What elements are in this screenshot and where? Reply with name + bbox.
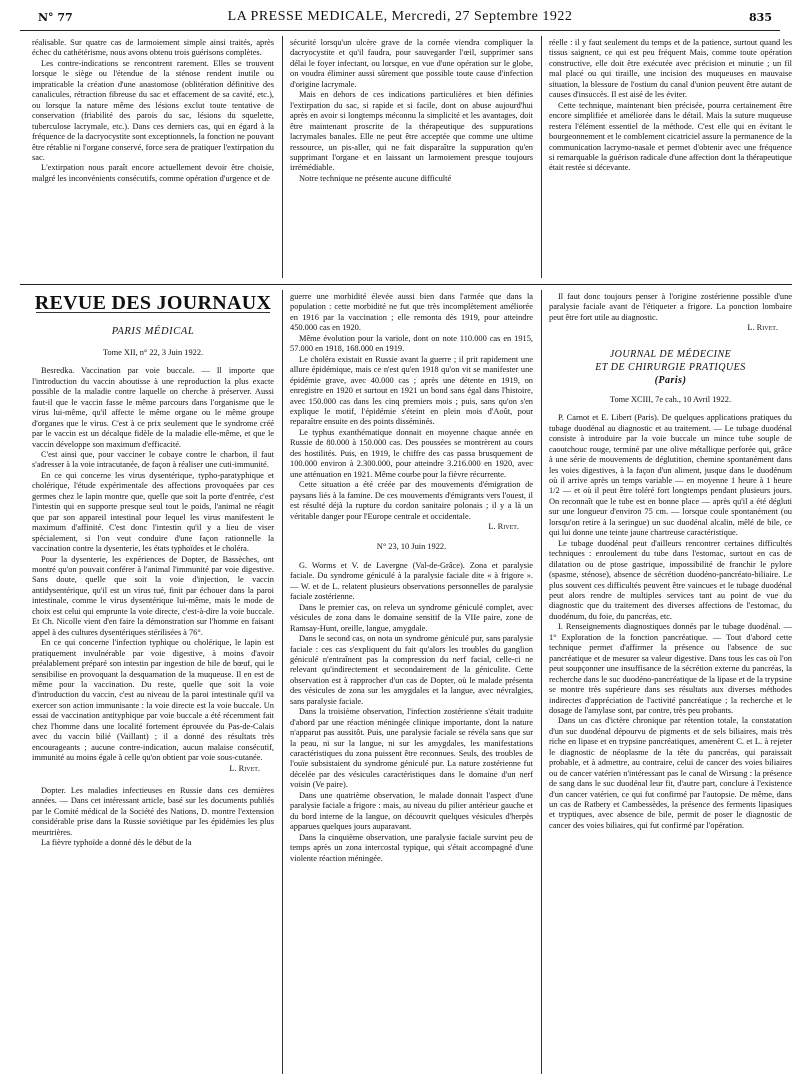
paragraph: Dans le second cas, on nota un syndrome géniculé pur, sans paralysie faciale : ces cas s'expliquent du fait qu'alors les troubles du ganglion géniculé n'entraînent pas la compression du nerf facial, celle-ci ne relevant qu'indirectement et secondairement de la géniculite. Cette observation est à rapprocher d'un cas de Dopter, où le malade présenta des vésicules de zona sur les amygdales et la langue, avec névralgies, sans paralysie faciale. [290, 634, 533, 706]
paragraph: C'est ainsi que, pour vacciner le cobaye contre le charbon, il faut s'adresser à la voie intracutanée, de façon à réaliser une cuti-immunité. [32, 449, 274, 470]
paragraph: Mais en dehors de ces indications particulières et bien définies l'extirpation du sac, si rapide et si facile, dont on abuse aujourd'hui après en avoir si longtemps méconnu la simplicité et les avantages, doit être maintenant proscrite de la thérapeutique des suppurations lacrymales banales. Elle ne peut être acceptée que comme une ultime ressource, un pis-aller, qui ne fait disparaître la suppuration qu'en supprimant l'organe et en laissant un larmoiement presque toujours irrémédiable. [290, 90, 533, 173]
paragraph: guerre une morbidité élevée aussi bien dans l'armée que dans la population : cette morbidité ne fut que très incomplètement améliorée en 1916 par la vaccination ; elle remonta dès 1919, pour atteindre 450.000 cas en 1920. [290, 292, 533, 333]
paragraph: Dans la troisième observation, l'infection zostérienne s'était traduite d'abord par une réaction méningée clinique importante, dont la nature n'apparut pas aussitôt. Puis, une paralysie faciale se révéla sans que sur la peau, ni sur la langue, ni sur les amygdales, les manifestations caractéristiques du zona puissent être reconnues. Seuls, des troubles de l'ouïe subsistaient du syndrome géniculé pur. La nature zostérienne fut décelée par des vésicules caractéristiques dans le domaine d'un nerf voisin (Ve paire). [290, 707, 533, 790]
paragraph: Même évolution pour la variole, dont on note 110.000 cas en 1915, 57.000 en 1918, 168.000 en 1919. [290, 333, 533, 354]
paragraph: réalisable. Sur quatre cas de larmoiement simple ainsi traités, après échec du cathétérisme, nous avons obtenu trois guérisons complètes. [32, 38, 274, 58]
top-column-2 [290, 38, 533, 276]
paragraph: Il faut donc toujours penser à l'origine zostérienne possible d'une paralysie faciale avant de l'étiqueter a frigore. La ponction lombaire peut être fort utile au diagnostic. [549, 292, 792, 322]
issue-number: N° 77 [38, 11, 73, 24]
paragraph: L'extirpation nous paraît encore actuellement devoir être choisie, malgré les inconvénients consécutifs, comme opération d'urgence et de [32, 163, 274, 183]
paragraph: Les contre-indications se rencontrent rarement. Elles se trouvent lorsque le siège ou l'étendue de la sténose rendent inutile ou impraticable la création d'une anastomose (oblitération définitive des canalicules, rétraction fibreuse du sac et effacement de sa cavité, etc.), ou lorsque la nature même des lésions exclut toute tentative de conservation (friabilité des parois du sac, lésions du squelette, tuberculose lacrymale, etc.). Dans ces derniers cas, qui en égard à la fréquence de la dacryocystite sont exceptionnels, la fonction ne pouvant être rétablie ni l'organe conservé, force sera de pratiquer l'extirpation du sac. [32, 58, 274, 162]
issue-reference: N° 23, 10 Juin 1922. [376, 542, 447, 552]
paragraph: sécurité lorsqu'un ulcère grave de la cornée viendra compliquer la dacryocystite et qu'il faudra, pour sauvegarder l'œil, supprimer sans délai le foyer infectant, ou lorsque, en vue d'une opération sur le globe, on voudra éliminer aussi sûrement que possible toute cause d'infection d'origine lacrymale. [290, 38, 533, 89]
paragraph: Le typhus exanthématique donnait en moyenne chaque année en Russie de 80.000 à 150.000 cas. Des poussées se montrèrent au cours des hostilités. Puis, en 1919, le chiffre des cas passa brusquement de 100.000 environ à 2.300.000, pour atteindre 3.216.000 en 1920, avec une atténuation en 1921. Même courbe pour la fièvre récurrente. [290, 427, 533, 479]
paragraph: En ce qui concerne les virus dysentérique, typho-paratyphique et cholérique, l'étude expérimentale des affections provoquées par ces germes chez le lapin montre que, quelle que soit la porte d'entrée, c'est l'intestin qui en supporte presque seul tout le poids, l'animal ne réagit que par son appareil intestinal pour lequel les virus manifestent le maximum d'affinité. C'est donc l'intestin qu'il y a lieu de viser spécialement, si l'on veut conduire d'une façon rationnelle la vaccination contre la dysenterie, les états typhoïdes et le choléra. [32, 470, 274, 554]
paragraph: Cette situation a été créée par des mouvements d'émigration de paysans liés à la famine. De ces mouvements d'émigrants vers l'ouest, il est résulté déjà la rupture du cordon sanitaire polonais ; il y a là un véritable danger pour l'Europe centrale et occidentale. [290, 480, 533, 521]
issue-reference: Tome XII, n° 22, 3 Juin 1922. [102, 347, 204, 357]
paragraph: Dans un cas d'ictère chronique par rétention totale, la constatation d'un suc duodénal dépourvu de pigments et de sels biliaires, mais très riche en lipase et en trypsine pancréatiques, amenèrent C. et L. à rejeter le diagnostic de néoplasme de la tête du pancréas, qui paraissait probable, et à admettre, au contraire, celui de cancer des voies biliaires ou de cancer vatérien n'intéressant pas le canal de Wirsung : la présence de sang dans le suc duodénal leur fit, d'autre part, conclure à l'existence d'un cancer vatérien, ce qui fut confirmé par l'autopsie. De même, dans un cas de Ratbery et Cambessèdes, la présence des ferments lipasiques et tryptiques, avec absence de bile, permit de poser le diagnostic de cancer des voies biliaires, qui fut confirmé par l'opération. [549, 716, 792, 830]
column-divider [541, 36, 542, 278]
paragraph: Dans la cinquième observation, une paralysie faciale survint peu de temps après un zona intercostal typique, qui s'était accompagné d'une violente réaction méningée. [290, 832, 533, 863]
paragraph: G. Worms et V. de Lavergne (Val-de-Grâce). Zona et paralysie faciale. Du syndrome géniculé à la paralysie faciale dite « à frigore ». — W. et de L. relatent plusieurs observations personnelles de paralysie faciale zostérienne. [290, 560, 533, 602]
newspaper-title: LA PRESSE MEDICALE, Mercredi, 27 Septembre 1922 [227, 9, 573, 24]
journal-city: (Paris) [654, 374, 687, 386]
section-divider [20, 284, 792, 285]
paragraph: réelle : il y faut seulement du temps et de la patience, surtout quand les tissus saignent, ce qui est peu fréquent Mais, comme toute opération constructive, elle doit être exécutée avec précision et minutie ; un fil mal placé ou qui tiraille, une incision des muqueuses en mauvaise situation, la blessure de l'ostium du canal d'union peuvent être autant de causes d'insuccès. Il est aisé de les éviter. [549, 38, 792, 100]
bottom-column-1 [32, 292, 274, 1072]
paragraph: P. Carnot et E. Libert (Paris). De quelques applications pratiques du tubage duodénal au diagnostic et au traitement. — Le tubage duodénal consiste à introduire par la voie buccale un mince tube souple de caoutchouc rouge, terminé par une olive métallique perforée qui, grâce à une série de mouvements de déglutition, chemine spontanément dans les voies digestives, à la façon d'un aliment, jusque dans le duodénum où il arrive après un temps variable — en moyenne 1 heure à 1 heure 1/2 — et où il peut être toléré fort longtemps pendant plusieurs jours. On reconnaît que le tube est en bonne place — après qu'il a été dégluti sur une longueur d'environ 75 cm. — lorsque coule spontanément (ou lorsqu'on retire à la seringue) un suc duodénal alcalin, mêlé de bile, ce qui lui donne une teinte jaune chartreuse caractéristique. [549, 413, 792, 538]
column-divider [282, 36, 283, 278]
bottom-column-2 [290, 292, 533, 1072]
paragraph: Notre technique ne présente aucune difficulté [299, 173, 452, 183]
bottom-column-3 [549, 292, 792, 1072]
top-column-1 [32, 38, 274, 276]
signature: L. Rivet. [229, 763, 260, 773]
paragraph: Le choléra existait en Russie avant la guerre ; il prit rapidement une allure épidémique, mais ce n'est qu'en 1918 qu'on vit se manifester une épidémie grave, avec 40.000 cas ; après une détente en 1919, on enregistre en 1920 et surtout en 1921 un bond sans égal dans l'histoire, avec 150.000 cas dans les cinq premiers mois ; puis, sans qu'on s'en explique le motif, l'épidémie s'éteint en plein mois d'Août, pour reparaître ensuite en des points disséminés. [290, 354, 533, 427]
signature: L. Rivet. [747, 323, 778, 333]
section-title: REVUE DES JOURNAUX [34, 292, 272, 314]
page-number: 835 [749, 11, 772, 24]
page-header [20, 6, 780, 31]
paragraph: Cette technique, maintenant bien précisée, pourra certainement être encore simplifiée et améliorée dans le détail. Mais la suture muqueuse restera l'élément essentiel de la méthode. C'est elle qui en évitant le bourgeonnement et le comblement cicatriciel assure la permanence de la communication lacrymo-nasale et permet d'obtenir avec une fréquence si remarquable la guérison radicale d'une affection dont la thérapeutique était restée si décevante. [549, 100, 792, 173]
paragraph: La fièvre typhoïde a donné dès le début de la [41, 838, 192, 848]
paragraph: I. Renseignements diagnostiques donnés par le tubage duodénal. — 1° Exploration de la fonction pancréatique. — Tout d'abord cette technique permet d'affirmer la présence ou l'absence de suc pancréatique et de mesurer sa valeur digestive. Dans tous les cas où l'on peut soupçonner une insuffisance de la sécrétion externe du pancréas, la recherche dans le suc duodéno-pancréatique de la lipase et de la trypsine se montre très supérieure dans ses résultats aux diverses méthodes indirectes d'appréciation de l'activité pancréatique ; la recherche et le dosage de l'amylase sont, par contre, très peu probants. [549, 622, 792, 715]
journal-name: PARIS MÉDICAL [111, 326, 195, 338]
paragraph: Pour la dysenterie, les expériences de Dopter, de Bassèches, ont montré qu'on pouvait conférer à l'animal l'immunité par voie digestive. Sans doute, quelle que soit la voie d'injection, le vaccin antidysentérique, qu'il est un virus tué, finit par échouer dans la paroi intestinale, comme le virus dysentérique lui-même, mais le mode de choix est celui qui emprunte la voie directe, c'est-à-dire la voie buccale. Et Ch. Nicolle vient d'en faire la démonstration sur l'homme en faisant appel à des cultures dysentériques stérilisées à 76°. [32, 554, 274, 637]
issue-reference: Tome XCIII, 7e cah., 10 Avril 1922. [609, 394, 732, 404]
signature: L. Rivet. [488, 521, 519, 531]
paragraph: Dans le premier cas, on releva un syndrome géniculé complet, avec vésicules de zona dans le domaine sensitif de la VIIe paire, zone de Ramsay-Hunt, oreille, langue, amygdale. [290, 602, 533, 633]
journal-name-line-2: ET DE CHIRURGIE PRATIQUES [595, 361, 746, 373]
paragraph: Besredka. Vaccination par voie buccale. — Il importe que l'introduction du vaccin aboutisse à une reproduction la plus exacte possible de la maladie contre laquelle on cherche à préserver. Aussi faut-il que le vaccin fasse le même parcours dans l'organisme que le virus lui-même, qu'il affecte le même organe ou le même groupe d'organes que le virus. C'est à ce prix seulement que le syndrome créé par le vaccin est un décalque fidèle de la maladie elle-même, et que le vaccin développe son maximum d'efficacité. [32, 366, 274, 449]
top-column-3 [549, 38, 792, 276]
paragraph: En ce qui concerne l'infection typhique ou cholérique, le lapin est pratiquement invulnérable par voie digestive, à moins d'avoir préalablement préparé son intestin par ingestion de bile de bœuf, qui le sensibilise en provoquant la desquamation de la muqueuse. Il en est de même pour la vaccination. Du reste, quelle que soit la voie d'introduction du vaccin, c'est au niveau de la paroi intestinale qu'il va exercer son action immunisante : la voie directe est la voie buccale. Un essai de vaccination antityphique par voie buccale a été récemment fait chez l'homme dans une localité fortement éprouvée du Pas-de-Calais avec du vaccin bilié (Vaillant) ; il a donné des résultats très encourageants ; aucune contre-indication, aucun malaise consécutif, immunité au moins égale à celle qu'on obtient par voie sous-cutanée. [32, 638, 274, 763]
column-divider [541, 290, 542, 1074]
paragraph: Le tubage duodénal peut d'ailleurs rencontrer certaines difficultés techniques : enroulement du tube dans l'estomac, surtout en cas de dilatation ou de ptose gastrique, impossibilité de franchir le pylore (spasme, sténose), absence de sécrétion duodéno-pancréato-biliaire. Le plus souvent ces difficultés peuvent être vaincues et le tubage duodénal peut alors rendre de multiples services tant au point de vue du diagnostic que du traitement des diverses affections de l'estomac, du duodénum, du foie, du pancréas, etc. [549, 538, 792, 621]
journal-name: JOURNAL DE MÉDECINE [609, 348, 732, 360]
paragraph: Dopter. Les maladies infectieuses en Russie dans ces dernières années. — Dans cet intéressant article, basé sur les documents publiés par le Comité médical de la Société des Nations, D. montre l'extension considérable prise dans la Russie soviétique par les épidémies les plus meurtrières. [32, 786, 274, 837]
column-divider [282, 290, 283, 1074]
paragraph: Dans une quatrième observation, le malade donnait l'aspect d'une paralysie faciale a frigore : mais, au niveau du pilier antérieur gauche et du bord interne de la langue, on découvrit quelques vésicules d'herpès apparues quelques jours auparavant. [290, 790, 533, 832]
